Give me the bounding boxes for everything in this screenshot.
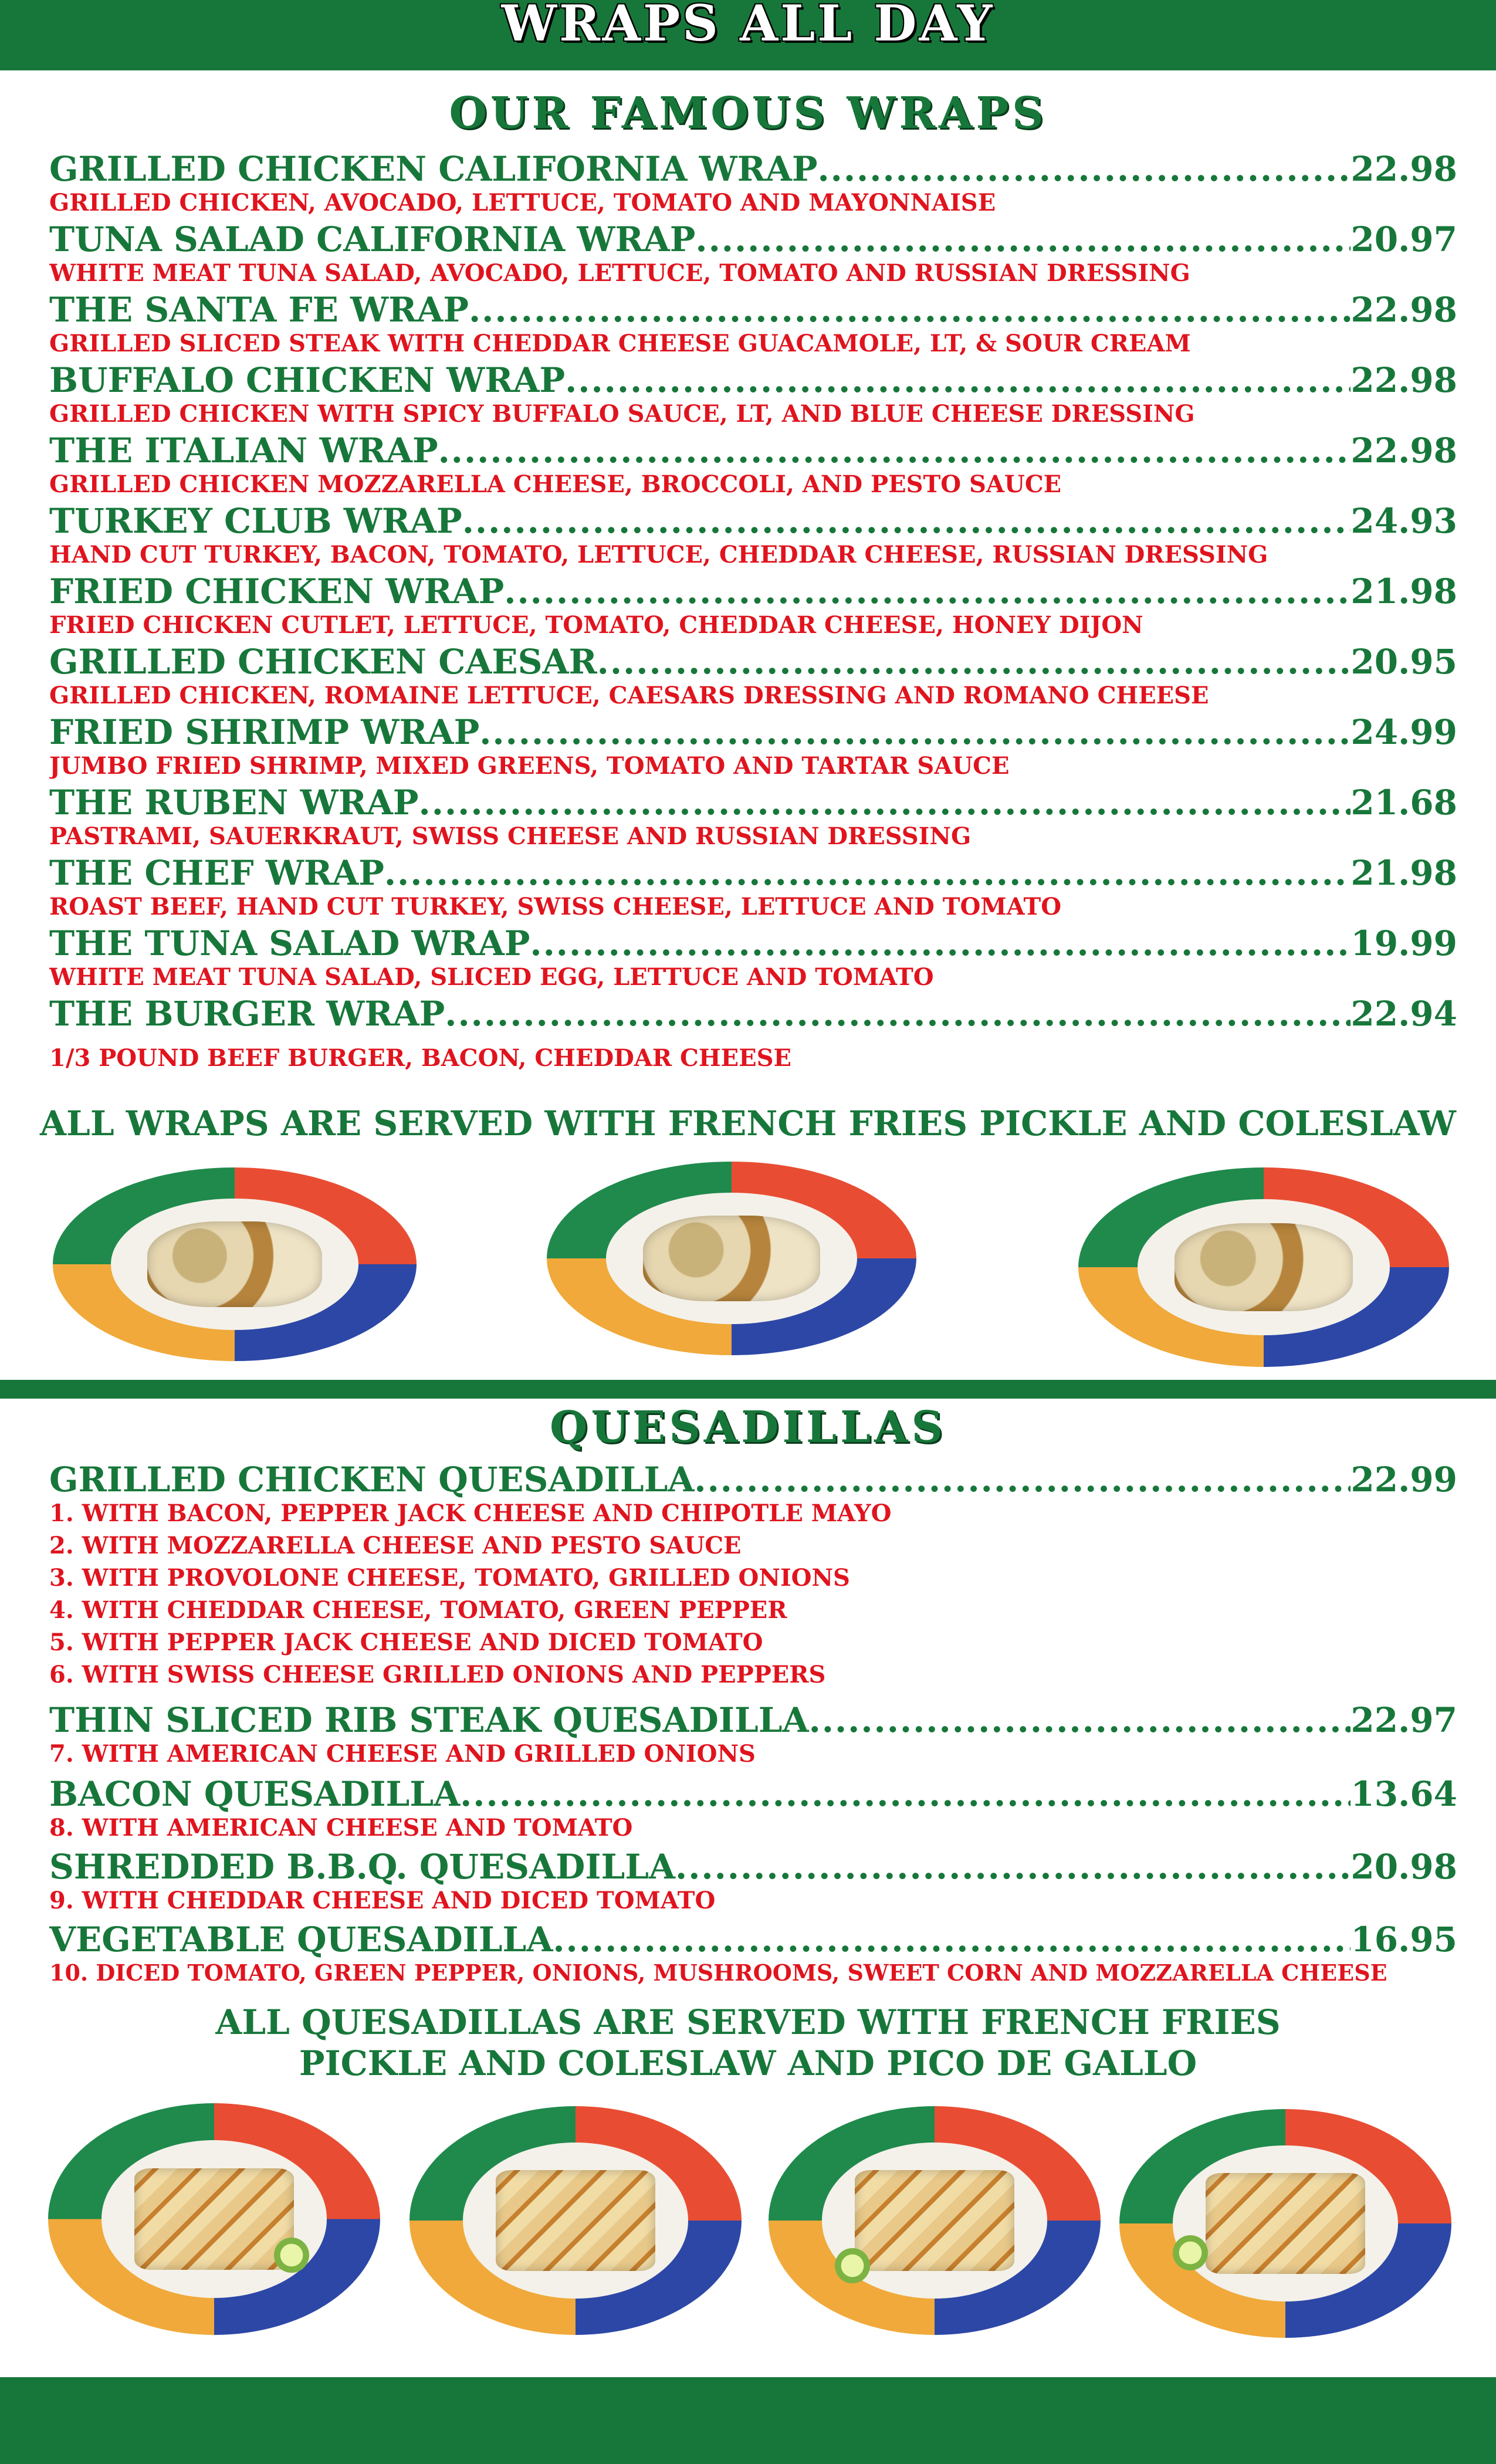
item-price: 21.98 [1351,571,1457,611]
footer-bar [0,2377,1496,2464]
quesadillas-section-title: QUESADILLAS [550,1402,946,1453]
leader-dots [504,571,1351,611]
item-description: GRILLED CHICKEN MOZZARELLA CHEESE, BROCCOLI, AND PESTO SAUCE [49,471,1062,498]
item-option: 3. WITH PROVOLONE CHEESE, TOMATO, GRILLED ONIONS [49,1564,850,1592]
item-description: 1/3 POUND BEEF BURGER, BACON, CHEDDAR CHEESE [49,1044,792,1072]
leader-dots [419,783,1351,823]
item-description: FRIED CHICKEN CUTLET, LETTUCE, TOMATO, CHEDDAR CHEESE, HONEY DIJON [49,611,1143,639]
wrap-food [1175,1223,1352,1311]
item-price: 22.98 [1351,431,1457,471]
item-option: 8. WITH AMERICAN CHEESE AND TOMATO [49,1814,633,1842]
item-name: THE ITALIAN WRAP [49,431,438,471]
item-description: GRILLED CHICKEN, AVOCADO, LETTUCE, TOMATO AND MAYONNAISE [49,189,996,216]
leader-dots [445,994,1351,1034]
menu-item-row [49,783,1457,824]
menu-item-row [49,219,1457,260]
item-option: 10. DICED TOMATO, GREEN PEPPER, ONIONS, MUSHROOMS, SWEET CORN AND MOZZARELLA CHEESE [49,1959,1387,1986]
menu-item-row [49,1774,1457,1815]
item-price: 24.99 [1351,712,1457,752]
wrap-plate-image [53,1167,417,1361]
item-option: 5. WITH PEPPER JACK CHEESE AND DICED TOMATO [49,1629,763,1656]
leader-dots [553,1920,1351,1959]
item-price: 22.94 [1351,994,1457,1034]
item-price: 22.98 [1351,149,1457,189]
leader-dots [675,1847,1351,1887]
wraps-served-note: ALL WRAPS ARE SERVED WITH FRENCH FRIES PICKLE AND COLESLAW [40,1104,1456,1143]
item-price: 21.98 [1351,853,1457,893]
item-name: GRILLED CHICKEN CALIFORNIA WRAP [49,149,818,189]
leader-dots [462,501,1351,541]
menu-item-row [49,149,1457,190]
item-name: THE SANTA FE WRAP [49,290,469,330]
menu-item-row [49,853,1457,894]
item-price: 13.64 [1351,1774,1457,1814]
wraps-section-title: OUR FAMOUS WRAPS [449,88,1047,138]
item-option: 6. WITH SWISS CHEESE GRILLED ONIONS AND PEPPERS [49,1661,826,1688]
leader-dots [460,1774,1351,1814]
menu-item-row [49,571,1457,612]
item-price: 22.98 [1351,360,1457,400]
leader-dots [809,1700,1351,1740]
item-name: SHREDDED B.B.Q. QUESADILLA [49,1847,676,1887]
page-title: WRAPS ALL DAY [501,0,995,52]
item-description: PASTRAMI, SAUERKRAUT, SWISS CHEESE AND RUSSIAN DRESSING [49,823,972,850]
menu-item-row [49,290,1457,331]
quesadilla-plate-image [409,2106,742,2335]
wrap-food [643,1216,820,1301]
menu-item-row [49,1460,1457,1501]
item-name: BACON QUESADILLA [49,1774,461,1814]
item-description: GRILLED CHICKEN, ROMAINE LETTUCE, CAESARS DRESSING AND ROMANO CHEESE [49,682,1209,709]
item-price: 20.98 [1351,1847,1457,1887]
leader-dots [530,923,1351,963]
item-name: GRILLED CHICKEN CAESAR [49,642,597,682]
leader-dots [695,219,1351,259]
menu-item-row [49,431,1457,472]
menu-item-row [49,501,1457,542]
leader-dots [817,149,1351,189]
item-name: THE CHEF WRAP [49,853,384,893]
menu-item-row [49,360,1457,401]
quesadilla-food [134,2168,294,2270]
item-price: 21.68 [1351,783,1457,823]
lime-wedge [835,2248,870,2283]
leader-dots [597,642,1351,682]
wrap-plate-image [547,1162,916,1355]
quesadilla-plate-image [1119,2109,1451,2338]
quesadilla-plate-image [48,2103,380,2335]
menu-item-row [49,642,1457,683]
item-description: ROAST BEEF, HAND CUT TURKEY, SWISS CHEESE, LETTUCE AND TOMATO [49,893,1062,920]
item-option: 4. WITH CHEDDAR CHEESE, TOMATO, GREEN PEPPER [49,1596,787,1624]
menu-item-row [49,1847,1457,1888]
item-name: THIN SLICED RIB STEAK QUESADILLA [49,1700,809,1740]
wrap-plate-image [1078,1167,1449,1367]
item-name: GRILLED CHICKEN QUESADILLA [49,1460,695,1500]
item-option: 2. WITH MOZZARELLA CHEESE AND PESTO SAUCE [49,1532,742,1559]
item-price: 22.99 [1351,1460,1457,1500]
item-name: TUNA SALAD CALIFORNIA WRAP [49,219,696,259]
item-description: GRILLED CHICKEN WITH SPICY BUFFALO SAUCE, LT, AND BLUE CHEESE DRESSING [49,400,1195,428]
item-name: FRIED CHICKEN WRAP [49,571,505,611]
leader-dots [565,360,1351,400]
leader-dots [479,712,1351,752]
wrap-food [147,1221,322,1307]
item-description: WHITE MEAT TUNA SALAD, AVOCADO, LETTUCE, TOMATO AND RUSSIAN DRESSING [49,259,1190,287]
section-divider [0,1380,1496,1399]
item-name: THE TUNA SALAD WRAP [49,923,530,963]
item-price: 16.95 [1351,1920,1457,1959]
item-name: FRIED SHRIMP WRAP [49,712,480,752]
item-name: BUFFALO CHICKEN WRAP [49,360,566,400]
quesadillas-served-note-line1: ALL QUESADILLAS ARE SERVED WITH FRENCH FRIES [215,2002,1281,2042]
leader-dots [384,853,1351,893]
menu-item-row [49,1920,1457,1961]
item-price: 22.98 [1351,290,1457,330]
leader-dots [469,290,1351,330]
item-price: 22.97 [1351,1700,1457,1740]
menu-item-row [49,994,1457,1035]
item-price: 19.99 [1351,923,1457,963]
item-name: TURKEY CLUB WRAP [49,501,462,541]
menu-item-row [49,1700,1457,1741]
item-description: HAND CUT TURKEY, BACON, TOMATO, LETTUCE, CHEDDAR CHEESE, RUSSIAN DRESSING [49,541,1268,568]
item-description: JUMBO FRIED SHRIMP, MIXED GREENS, TOMATO AND TARTAR SAUCE [49,752,1010,780]
quesadilla-food [855,2170,1014,2271]
item-name: THE RUBEN WRAP [49,783,419,823]
leader-dots [694,1460,1351,1500]
quesadillas-served-note-line2: PICKLE AND COLESLAW AND PICO DE GALLO [299,2043,1197,2083]
item-description: GRILLED SLICED STEAK WITH CHEDDAR CHEESE GUACAMOLE, LT, & SOUR CREAM [49,330,1191,357]
item-price: 20.97 [1351,219,1457,259]
quesadilla-food [1206,2173,1365,2274]
quesadilla-food [496,2170,655,2271]
item-option: 7. WITH AMERICAN CHEESE AND GRILLED ONIONS [49,1740,756,1768]
item-price: 20.95 [1351,642,1457,682]
item-description: WHITE MEAT TUNA SALAD, SLICED EGG, LETTUCE AND TOMATO [49,963,934,991]
quesadilla-plate-image [769,2106,1101,2335]
item-option: 1. WITH BACON, PEPPER JACK CHEESE AND CHIPOTLE MAYO [49,1500,892,1527]
menu-item-row [49,712,1457,753]
leader-dots [438,431,1351,471]
item-price: 24.93 [1351,501,1457,541]
lime-wedge [274,2238,309,2273]
item-name: VEGETABLE QUESADILLA [49,1920,553,1959]
item-name: THE BURGER WRAP [49,994,445,1034]
item-option: 9. WITH CHEDDAR CHEESE AND DICED TOMATO [49,1887,716,1914]
menu-item-row [49,923,1457,964]
lime-wedge [1173,2235,1208,2270]
